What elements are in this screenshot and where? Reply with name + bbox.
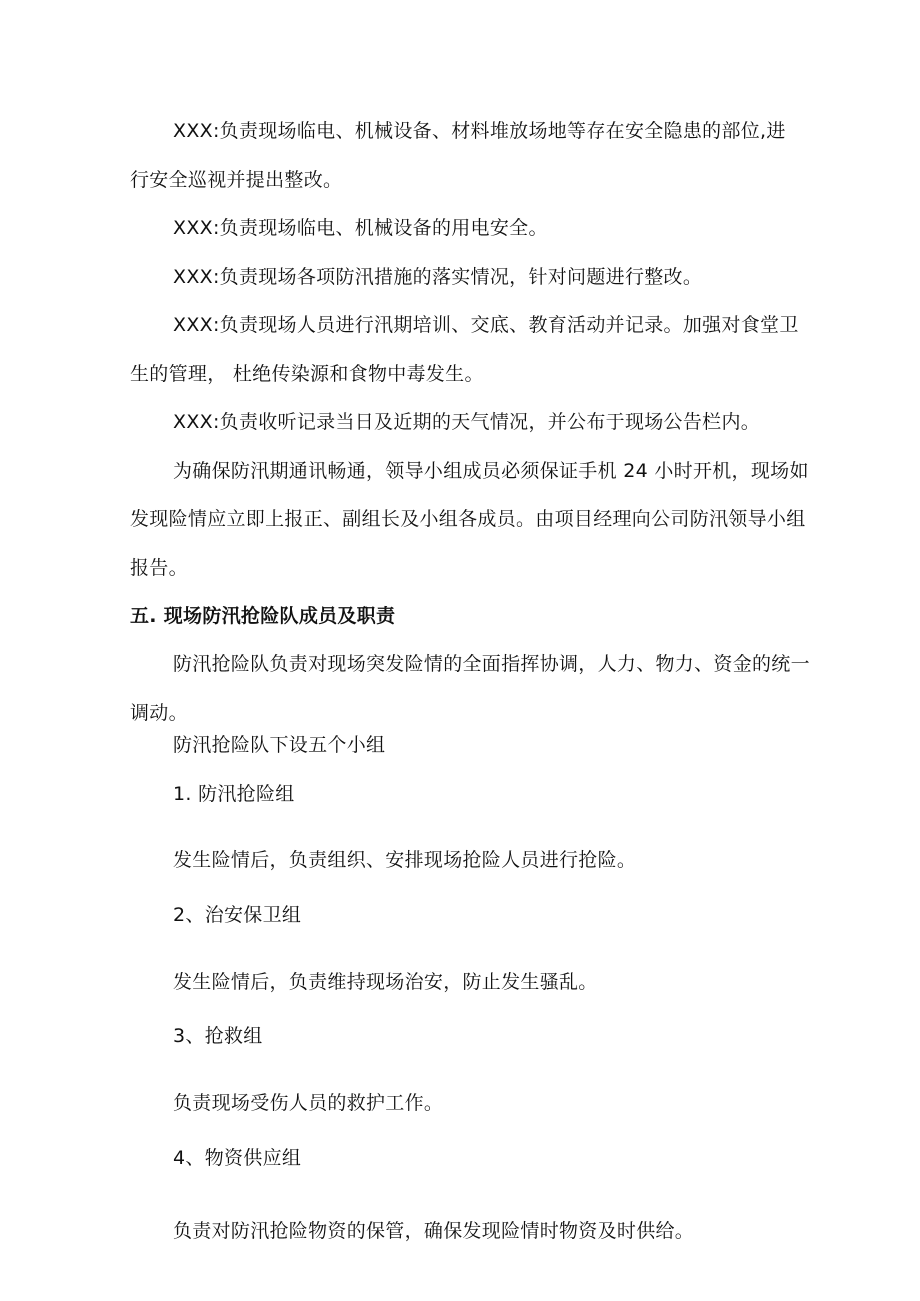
- paragraph-xxx-3: XXX:负责现场各项防汛措施的落实情况，针对问题进行整改。: [173, 266, 703, 288]
- group-4-title: 4、物资供应组: [173, 1147, 302, 1169]
- paragraph-xxx-4-line1: XXX:负责现场人员进行汛期培训、交底、教育活动并记录。加强对食堂卫: [173, 314, 799, 336]
- paragraph-xxx-1-line1: XXX:负责现场临电、机械设备、材料堆放场地等存在安全隐患的部位,进: [173, 120, 786, 142]
- group-1-title: 1. 防汛抢险组: [173, 783, 295, 805]
- paragraph-communication-line2: 发现险情应立即上报正、副组长及小组各成员。由项目经理向公司防汛领导小组: [130, 508, 806, 530]
- paragraph-xxx-5: XXX:负责收听记录当日及近期的天气情况，并公布于现场公告栏内。: [173, 411, 761, 433]
- paragraph-xxx-2: XXX:负责现场临电、机械设备的用电安全。: [173, 217, 548, 239]
- group-3-title: 3、抢救组: [173, 1025, 263, 1047]
- paragraph-communication-line3: 报告。: [130, 557, 188, 579]
- group-2-title: 2、治安保卫组: [173, 904, 302, 926]
- group-4-description: 负责对防汛抢险物资的保管，确保发现险情时物资及时供给。: [173, 1220, 695, 1242]
- paragraph-groups-intro: 防汛抢险队下设五个小组: [173, 734, 386, 756]
- paragraph-team-line1: 防汛抢险队负责对现场突发险情的全面指挥协调，人力、物力、资金的统一: [173, 653, 810, 675]
- paragraph-xxx-4-line2: 生的管理， 杜绝传染源和食物中毒发生。: [130, 363, 484, 385]
- paragraph-xxx-1-line2: 行安全巡视并提出整改。: [130, 169, 343, 191]
- paragraph-team-line2: 调动。: [130, 702, 188, 724]
- group-2-description: 发生险情后，负责维持现场治安，防止发生骚乱。: [173, 971, 598, 993]
- section-heading: 五. 现场防汛抢险队成员及职责: [130, 605, 396, 627]
- paragraph-communication-line1: 为确保防汛期通讯畅通，领导小组成员必须保证手机 24 小时开机，现场如: [173, 460, 809, 482]
- group-3-description: 负责现场受伤人员的救护工作。: [173, 1092, 444, 1114]
- group-1-description: 发生险情后，负责组织、安排现场抢险人员进行抢险。: [173, 849, 637, 871]
